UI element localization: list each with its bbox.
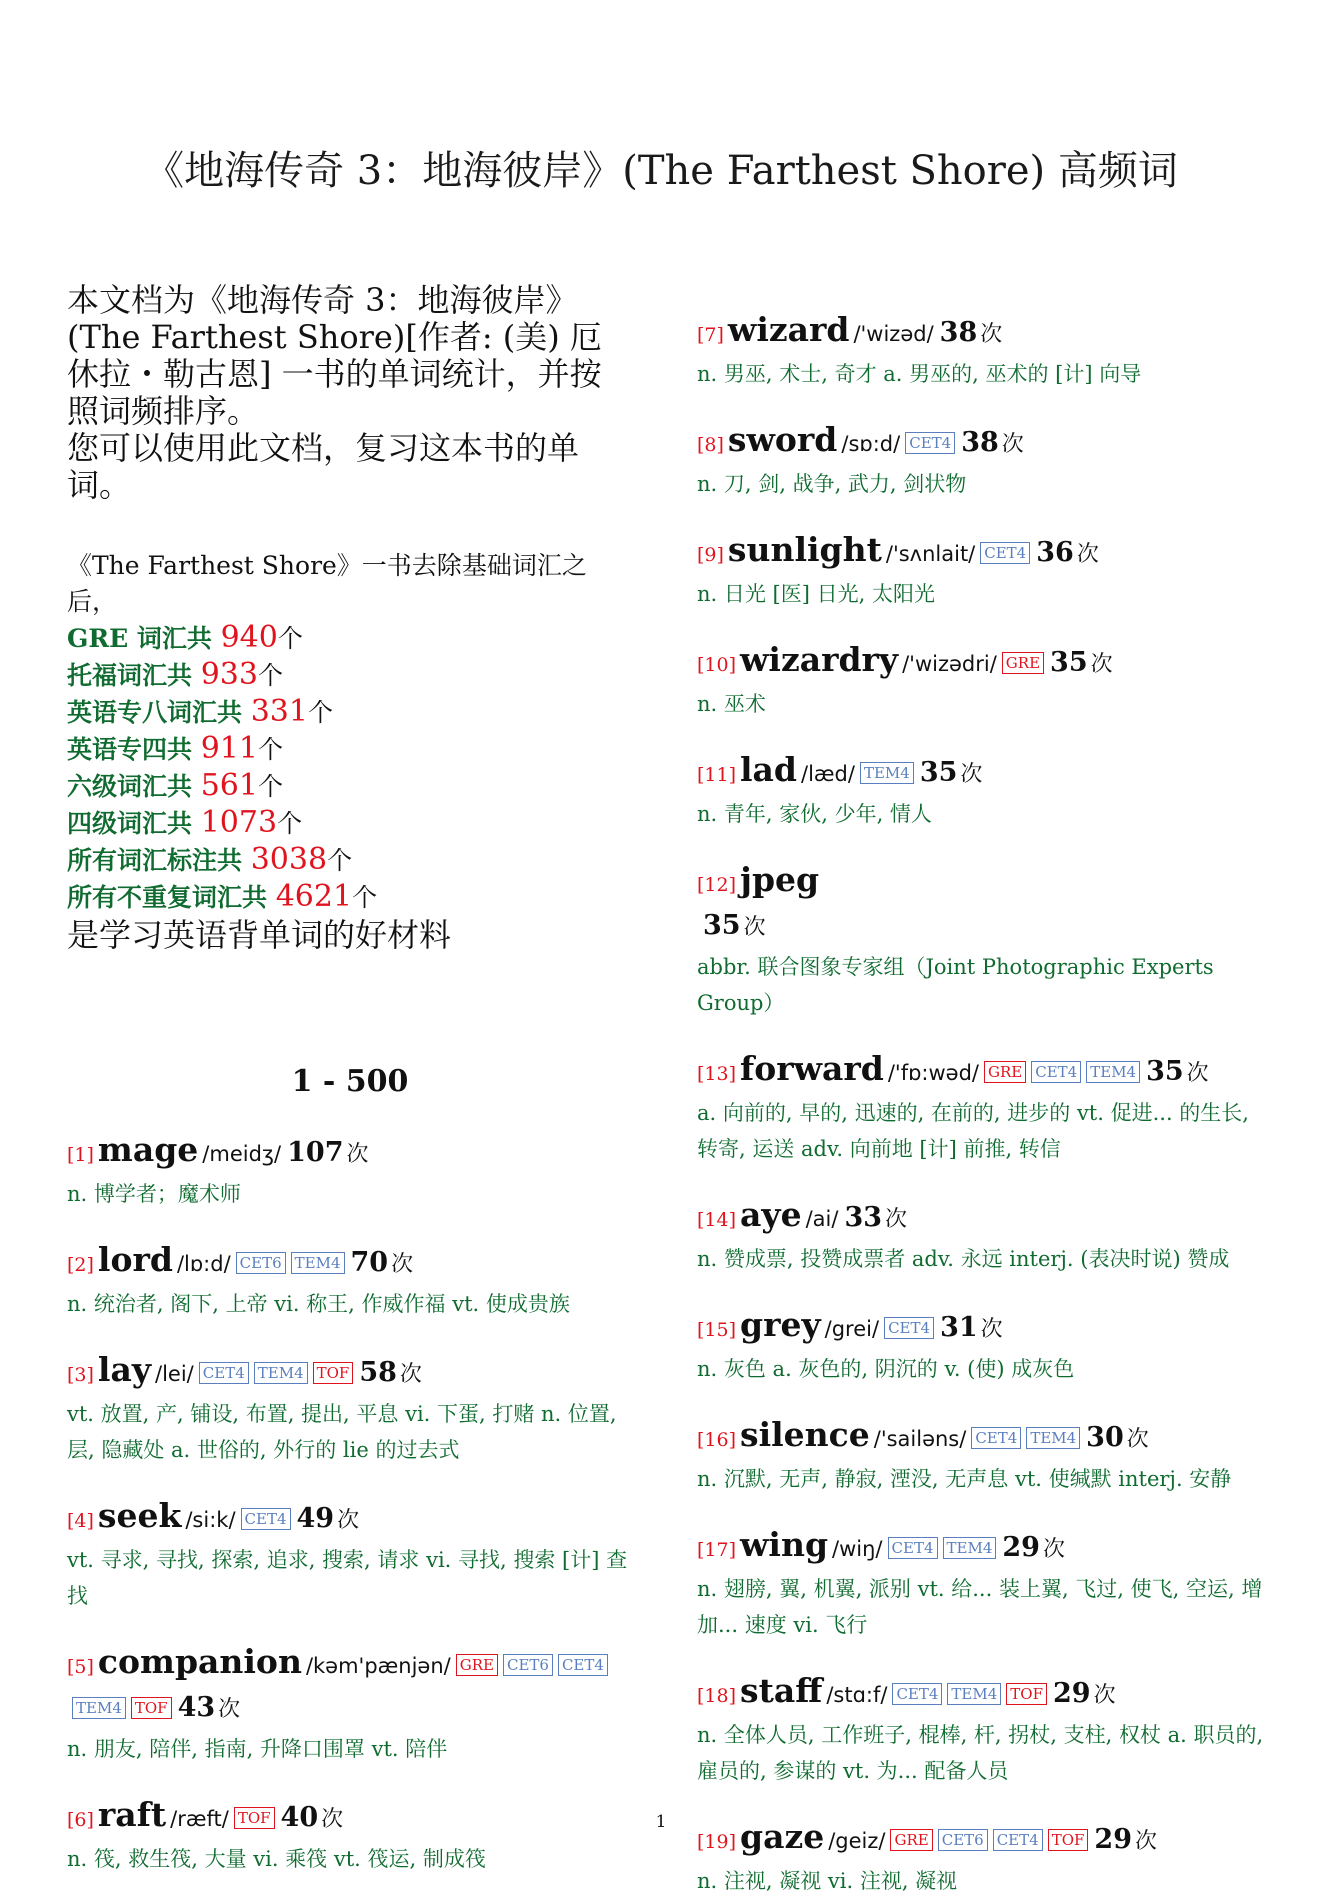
entry-definition: n. 赞成票, 投赞成票者 adv. 永远 interj. (表决时说) 赞成 bbox=[697, 1247, 1230, 1271]
entry-index: [15] bbox=[697, 1319, 737, 1341]
entry-phonetic: /sɒ:d/ bbox=[841, 432, 901, 456]
entry-word: seek bbox=[97, 1496, 182, 1535]
stats-tail: 是学习英语背单词的好材料 bbox=[67, 916, 452, 954]
entry-definition: vt. 寻求, 寻找, 探索, 追求, 搜索, 请求 vi. 寻找, 搜索 [计] 查找 bbox=[67, 1548, 628, 1608]
entry-head bbox=[67, 1130, 633, 1176]
word-entry bbox=[697, 1525, 1269, 1643]
word-entry bbox=[67, 1350, 633, 1468]
exam-tag: TEM4 bbox=[860, 762, 914, 784]
exam-tag: CET4 bbox=[888, 1537, 938, 1559]
entry-definition: n. 翅膀, 翼, 机翼, 派别 vt. 给... 装上翼, 飞过, 使飞, 空运, 增加... 速度 vi. 飞行 bbox=[697, 1577, 1263, 1637]
entry-head bbox=[697, 420, 1269, 466]
entry-count: 29 bbox=[1094, 1824, 1132, 1855]
count-unit: 次 bbox=[346, 1142, 369, 1167]
stat-value: 940 bbox=[220, 620, 278, 655]
entry-phonetic: /'wizədri/ bbox=[902, 652, 997, 676]
entry-word: gaze bbox=[740, 1817, 825, 1856]
entry-index: [16] bbox=[697, 1429, 737, 1451]
entry-word: mage bbox=[97, 1130, 199, 1169]
entry-count: 38 bbox=[939, 317, 978, 348]
entry-word: aye bbox=[740, 1195, 802, 1234]
stat-line bbox=[67, 620, 633, 657]
stats-intro: 《The Farthest Shore》一书去除基础词汇之后， bbox=[67, 551, 587, 616]
stat-suffix: 个 bbox=[277, 624, 303, 653]
stat-line bbox=[67, 731, 633, 768]
exam-tag: TOF bbox=[313, 1362, 354, 1384]
entry-definition: n. 青年, 家伙, 少年, 情人 bbox=[697, 802, 932, 826]
entry-index: [12] bbox=[697, 874, 737, 896]
entry-count: 35 bbox=[703, 910, 741, 941]
entry-word: forward bbox=[740, 1049, 884, 1088]
exam-tag: CET4 bbox=[892, 1683, 942, 1705]
intro-paragraph: 本文档为《地海传奇 3：地海彼岸》(The Farthest Shore)[作者: (美) 厄休拉・勒古恩] 一书的单词统计，并按照词频排序。 bbox=[67, 281, 602, 430]
exam-tag: TEM4 bbox=[1086, 1061, 1140, 1083]
exam-tag: GRE bbox=[1002, 652, 1044, 674]
entry-word: sunlight bbox=[727, 530, 882, 569]
exam-tag: TOF bbox=[131, 1697, 172, 1719]
entry-word: grey bbox=[740, 1305, 821, 1344]
stat-line bbox=[67, 694, 633, 731]
stat-line bbox=[67, 879, 633, 916]
stat-suffix: 个 bbox=[327, 846, 353, 875]
right-word-list bbox=[697, 310, 1269, 1899]
entry-index: [14] bbox=[697, 1209, 737, 1231]
exam-tag: CET6 bbox=[938, 1829, 988, 1851]
stat-value: 331 bbox=[250, 694, 308, 729]
entry-phonetic: /grei/ bbox=[824, 1317, 880, 1341]
word-entry bbox=[697, 1671, 1269, 1789]
entry-head bbox=[67, 1642, 633, 1731]
entry-index: [9] bbox=[697, 544, 724, 566]
entry-phonetic: /'sailəns/ bbox=[873, 1427, 967, 1451]
entry-phonetic: /ai/ bbox=[805, 1207, 839, 1231]
word-entry bbox=[67, 1240, 633, 1322]
exam-tag: CET4 bbox=[558, 1654, 608, 1676]
entry-word: sword bbox=[727, 420, 838, 459]
entry-head bbox=[697, 1305, 1269, 1351]
stat-value: 911 bbox=[200, 731, 258, 766]
entry-head bbox=[697, 640, 1269, 686]
stat-lines bbox=[67, 620, 633, 916]
entry-index: [1] bbox=[67, 1144, 94, 1166]
entry-count: 29 bbox=[1053, 1678, 1091, 1709]
entry-count: 43 bbox=[177, 1692, 216, 1723]
entry-word: lay bbox=[97, 1350, 152, 1389]
entry-head bbox=[67, 1496, 633, 1542]
stat-label: 六级词汇共 bbox=[67, 772, 201, 801]
entry-head bbox=[67, 1240, 633, 1286]
stat-suffix: 个 bbox=[257, 661, 283, 690]
page-title: 《地海传奇 3：地海彼岸》(The Farthest Shore) 高频词 bbox=[144, 148, 1178, 194]
stat-value: 561 bbox=[200, 768, 258, 803]
stat-value: 4621 bbox=[275, 879, 353, 914]
stat-suffix: 个 bbox=[307, 698, 333, 727]
entry-head bbox=[697, 530, 1269, 576]
left-word-list bbox=[67, 1130, 633, 1877]
exam-tag: GRE bbox=[984, 1061, 1026, 1083]
stat-suffix: 个 bbox=[257, 735, 283, 764]
intro-paragraph-2: 您可以使用此文档，复习这本书的单词。 bbox=[67, 429, 580, 504]
exam-tag: GRE bbox=[456, 1654, 498, 1676]
entry-definition: n. 刀, 剑, 战争, 武力, 剑状物 bbox=[697, 472, 967, 496]
count-unit: 次 bbox=[218, 1697, 241, 1722]
range-heading: 1 - 500 bbox=[291, 1064, 409, 1099]
count-unit: 次 bbox=[1134, 1829, 1157, 1854]
entry-count: 31 bbox=[940, 1312, 978, 1343]
stat-label: 托福词汇共 bbox=[67, 661, 201, 690]
entry-definition: n. 注视, 凝视 vi. 注视, 凝视 bbox=[697, 1869, 958, 1893]
count-unit: 次 bbox=[1076, 542, 1099, 567]
entry-phonetic: /lei/ bbox=[155, 1362, 194, 1386]
entry-phonetic: /'fɒ:wəd/ bbox=[887, 1061, 980, 1085]
stat-suffix: 个 bbox=[277, 809, 303, 838]
stat-label: 英语专四共 bbox=[67, 735, 201, 764]
entry-phonetic: /meidʒ/ bbox=[202, 1142, 282, 1166]
word-entry bbox=[697, 1195, 1269, 1277]
stat-line bbox=[67, 805, 633, 842]
count-unit: 次 bbox=[391, 1252, 414, 1277]
entry-word: staff bbox=[740, 1671, 823, 1710]
entry-index: [3] bbox=[67, 1364, 94, 1386]
entry-definition: a. 向前的, 早的, 迅速的, 在前的, 进步的 vt. 促进... 的生长, 转寄, 运送 adv. 向前地 [计] 前推, 转信 bbox=[697, 1101, 1249, 1161]
left-column bbox=[67, 282, 633, 1877]
entry-head bbox=[697, 1671, 1269, 1717]
entry-phonetic: /læd/ bbox=[801, 762, 855, 786]
entry-index: [13] bbox=[697, 1063, 737, 1085]
entry-count: 35 bbox=[1050, 647, 1088, 678]
entry-phonetic: /'wizəd/ bbox=[853, 322, 934, 346]
entry-phonetic: /'sʌnlait/ bbox=[885, 542, 976, 566]
exam-tag: CET6 bbox=[236, 1252, 286, 1274]
entry-phonetic: /stɑ:f/ bbox=[826, 1683, 888, 1707]
exam-tag: TEM4 bbox=[943, 1537, 997, 1559]
entry-count: 107 bbox=[287, 1137, 344, 1168]
stat-value: 3038 bbox=[250, 842, 328, 877]
entry-word: wing bbox=[740, 1525, 829, 1564]
entry-index: [5] bbox=[67, 1656, 94, 1678]
exam-tag: CET4 bbox=[971, 1427, 1021, 1449]
exam-tag: TOF bbox=[1048, 1829, 1089, 1851]
entry-count: 33 bbox=[844, 1202, 883, 1233]
entry-word: lad bbox=[740, 750, 798, 789]
exam-tag: CET4 bbox=[1031, 1061, 1081, 1083]
entry-count: 35 bbox=[1146, 1056, 1184, 1087]
entry-word: silence bbox=[740, 1415, 870, 1454]
exam-tag: TEM4 bbox=[254, 1362, 308, 1384]
entry-phonetic: /geiz/ bbox=[828, 1829, 886, 1853]
stat-line bbox=[67, 842, 633, 879]
stat-value: 933 bbox=[200, 657, 258, 692]
exam-tag: TOF bbox=[1006, 1683, 1047, 1705]
stat-label: 所有词汇标注共 bbox=[67, 846, 251, 875]
entry-head bbox=[697, 1525, 1269, 1571]
word-entry bbox=[697, 750, 1269, 832]
exam-tag: TEM4 bbox=[1026, 1427, 1080, 1449]
entry-count: 58 bbox=[359, 1357, 397, 1388]
entry-index: [6] bbox=[67, 1809, 94, 1831]
exam-tag: CET4 bbox=[905, 432, 955, 454]
entry-definition: n. 男巫, 术士, 奇才 a. 男巫的, 巫术的 [计] 向导 bbox=[697, 362, 1142, 386]
stat-line bbox=[67, 657, 633, 694]
stat-value: 1073 bbox=[200, 805, 278, 840]
stat-suffix: 个 bbox=[352, 883, 378, 912]
exam-tag: CET4 bbox=[884, 1317, 934, 1339]
entry-index: [2] bbox=[67, 1254, 94, 1276]
entry-definition: n. 统治者, 阁下, 上帝 vi. 称王, 作威作福 vt. 使成贵族 bbox=[67, 1292, 570, 1316]
entry-word: wizardry bbox=[740, 640, 899, 679]
word-entry bbox=[697, 1049, 1269, 1167]
count-unit: 次 bbox=[980, 1317, 1003, 1342]
entry-definition: n. 巫术 bbox=[697, 692, 766, 716]
entry-head bbox=[697, 310, 1269, 356]
count-unit: 次 bbox=[321, 1807, 344, 1832]
word-entry bbox=[697, 310, 1269, 392]
count-unit: 次 bbox=[1093, 1683, 1116, 1708]
count-unit: 次 bbox=[337, 1508, 360, 1533]
word-entry bbox=[67, 1496, 633, 1614]
word-entry bbox=[67, 1130, 633, 1212]
page-number: 1 bbox=[655, 1812, 667, 1832]
entry-word: jpeg bbox=[740, 860, 820, 899]
count-unit: 次 bbox=[885, 1207, 908, 1232]
exam-tag: TEM4 bbox=[72, 1697, 126, 1719]
exam-tag: TEM4 bbox=[947, 1683, 1001, 1705]
exam-tag: CET6 bbox=[503, 1654, 553, 1676]
stat-label: 四级词汇共 bbox=[67, 809, 201, 838]
entry-index: [11] bbox=[697, 764, 737, 786]
stat-line bbox=[67, 768, 633, 805]
entry-word: lord bbox=[97, 1240, 173, 1279]
vocabulary-stats bbox=[67, 548, 633, 954]
entry-head bbox=[697, 750, 1269, 796]
entry-definition: n. 筏, 救生筏, 大量 vi. 乘筏 vt. 筏运, 制成筏 bbox=[67, 1847, 486, 1871]
entry-definition: n. 朋友, 陪伴, 指南, 升降口围罩 vt. 陪伴 bbox=[67, 1737, 448, 1761]
entry-definition: vt. 放置, 产, 铺设, 布置, 提出, 平息 vi. 下蛋, 打赌 n. 位置, 层, 隐藏处 a. 世俗的, 外行的 lie 的过去式 bbox=[67, 1402, 617, 1462]
entry-word: wizard bbox=[727, 310, 850, 349]
entry-head bbox=[697, 1195, 1269, 1241]
entry-count: 38 bbox=[961, 427, 999, 458]
entry-phonetic: /si:k/ bbox=[185, 1508, 236, 1532]
exam-tag: CET4 bbox=[199, 1362, 249, 1384]
word-entry bbox=[697, 530, 1269, 612]
exam-tag: CET4 bbox=[241, 1508, 291, 1530]
entry-definition: abbr. 联合图象专家组（Joint Photographic Experts Group） bbox=[697, 955, 1214, 1015]
entry-definition: n. 全体人员, 工作班子, 棍棒, 杆, 拐杖, 支柱, 权杖 a. 职员的, 雇员的, 参谋的 vt. 为... 配备人员 bbox=[697, 1723, 1264, 1783]
entry-head bbox=[697, 1415, 1269, 1461]
word-entry bbox=[697, 1305, 1269, 1387]
right-column bbox=[697, 282, 1269, 1899]
entry-phonetic: /wiŋ/ bbox=[832, 1537, 883, 1561]
entry-phonetic: /ræft/ bbox=[170, 1807, 229, 1831]
entry-definition: n. 博学者；魔术师 bbox=[67, 1182, 241, 1206]
word-entry bbox=[697, 860, 1269, 1021]
entry-phonetic: /lɒ:d/ bbox=[176, 1252, 231, 1276]
count-unit: 次 bbox=[960, 762, 983, 787]
entry-index: [4] bbox=[67, 1510, 94, 1532]
stat-label: 所有不重复词汇共 bbox=[67, 883, 276, 912]
entry-count: 49 bbox=[296, 1503, 335, 1534]
entry-index: [7] bbox=[697, 324, 724, 346]
word-entry bbox=[697, 420, 1269, 502]
stat-label: GRE 词汇共 bbox=[67, 624, 221, 653]
entry-index: [19] bbox=[697, 1831, 737, 1853]
entry-head bbox=[697, 1049, 1269, 1095]
entry-index: [10] bbox=[697, 654, 737, 676]
entry-count: 40 bbox=[280, 1802, 319, 1833]
entry-count: 35 bbox=[919, 757, 958, 788]
word-entry bbox=[697, 1415, 1269, 1497]
entry-count: 30 bbox=[1086, 1422, 1124, 1453]
count-unit: 次 bbox=[743, 915, 766, 940]
count-unit: 次 bbox=[980, 322, 1003, 347]
entry-count: 70 bbox=[350, 1247, 389, 1278]
word-entry bbox=[67, 1795, 633, 1877]
exam-tag: TEM4 bbox=[291, 1252, 345, 1274]
entry-phonetic: /kəm'pænjən/ bbox=[305, 1654, 451, 1678]
count-unit: 次 bbox=[399, 1362, 422, 1387]
count-unit: 次 bbox=[1126, 1427, 1149, 1452]
entry-index: [8] bbox=[697, 434, 724, 456]
entry-definition: n. 日光 [医] 日光, 太阳光 bbox=[697, 582, 935, 606]
word-entry bbox=[697, 640, 1269, 722]
stat-label: 英语专八词汇共 bbox=[67, 698, 251, 727]
count-unit: 次 bbox=[1001, 432, 1024, 457]
entry-count: 36 bbox=[1036, 537, 1074, 568]
entry-index: [17] bbox=[697, 1539, 737, 1561]
entry-count: 29 bbox=[1002, 1532, 1040, 1563]
exam-tag: TOF bbox=[234, 1807, 275, 1829]
entry-head bbox=[67, 1350, 633, 1396]
entry-head bbox=[697, 860, 1269, 949]
exam-tag: GRE bbox=[890, 1829, 932, 1851]
entry-definition: n. 灰色 a. 灰色的, 阴沉的 v. (使) 成灰色 bbox=[697, 1357, 1075, 1381]
entry-index: [18] bbox=[697, 1685, 737, 1707]
count-unit: 次 bbox=[1090, 652, 1113, 677]
entry-word: raft bbox=[97, 1795, 167, 1834]
entry-definition: n. 沉默, 无声, 静寂, 湮没, 无声息 vt. 使缄默 interj. 安静 bbox=[697, 1467, 1232, 1491]
count-unit: 次 bbox=[1186, 1061, 1209, 1086]
count-unit: 次 bbox=[1042, 1537, 1065, 1562]
stat-suffix: 个 bbox=[257, 772, 283, 801]
exam-tag: CET4 bbox=[993, 1829, 1043, 1851]
entry-word: companion bbox=[97, 1642, 302, 1681]
word-entry bbox=[67, 1642, 633, 1767]
exam-tag: CET4 bbox=[980, 542, 1030, 564]
